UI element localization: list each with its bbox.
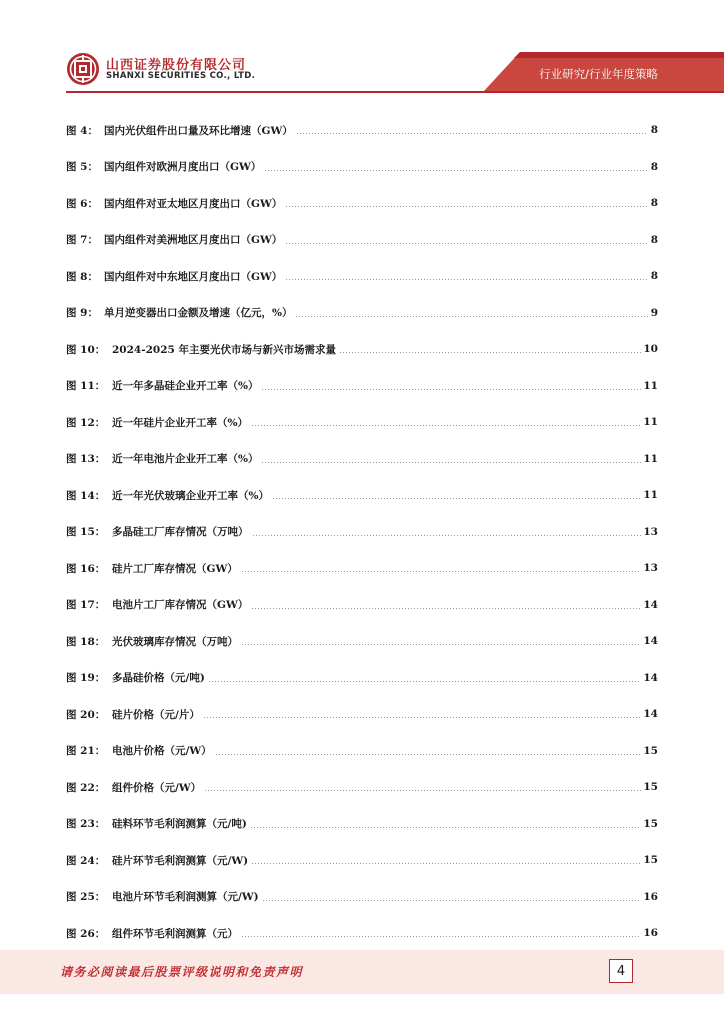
toc-page-number: 13 bbox=[643, 525, 658, 538]
toc-page-number: 16 bbox=[643, 890, 658, 903]
toc-page-number: 14 bbox=[643, 635, 658, 648]
figure-list bbox=[66, 112, 658, 952]
toc-page-number: 8 bbox=[650, 160, 658, 173]
toc-page-number: 15 bbox=[643, 817, 658, 830]
report-category: 行业研究/行业年度策略 bbox=[539, 67, 658, 81]
toc-page-number: 14 bbox=[643, 598, 658, 611]
toc-entry[interactable] bbox=[66, 915, 658, 952]
toc-entry[interactable] bbox=[66, 295, 658, 332]
toc-dot-leader bbox=[339, 352, 641, 353]
toc-figure-number: 图 18： bbox=[66, 635, 106, 648]
toc-dot-leader bbox=[264, 170, 648, 171]
toc-entry[interactable] bbox=[66, 331, 658, 368]
toc-dot-leader bbox=[296, 133, 648, 134]
toc-page-number: 14 bbox=[643, 671, 658, 684]
toc-entry[interactable] bbox=[66, 806, 658, 843]
toc-entry[interactable] bbox=[66, 660, 658, 697]
toc-dot-leader bbox=[251, 425, 641, 426]
toc-dot-leader bbox=[285, 206, 648, 207]
toc-entry[interactable] bbox=[66, 696, 658, 733]
toc-dot-leader bbox=[261, 389, 641, 390]
toc-entry[interactable] bbox=[66, 733, 658, 770]
toc-entry[interactable] bbox=[66, 149, 658, 186]
toc-figure-number: 图 26： bbox=[66, 927, 106, 940]
toc-dot-leader bbox=[295, 316, 648, 317]
toc-figure-number: 图 25： bbox=[66, 891, 106, 904]
toc-entry[interactable] bbox=[66, 587, 658, 624]
toc-figure-title: 硅料环节毛利润测算（元/吨) bbox=[112, 818, 247, 831]
toc-dot-leader bbox=[203, 717, 642, 718]
toc-dot-leader bbox=[215, 754, 642, 755]
toc-dot-leader bbox=[241, 936, 641, 937]
toc-figure-title: 近一年多晶硅企业开工率（%） bbox=[112, 380, 259, 393]
toc-figure-number: 图 20： bbox=[66, 708, 106, 721]
toc-figure-number: 图 15： bbox=[66, 526, 106, 539]
toc-figure-title: 电池片工厂库存情况（GW） bbox=[112, 599, 249, 612]
toc-figure-number: 图 8： bbox=[66, 270, 98, 283]
toc-dot-leader bbox=[262, 900, 642, 901]
toc-dot-leader bbox=[252, 535, 642, 536]
toc-figure-number: 图 14： bbox=[66, 489, 106, 502]
toc-entry[interactable] bbox=[66, 258, 658, 295]
toc-page-number: 8 bbox=[650, 124, 658, 137]
page-header bbox=[0, 0, 724, 98]
toc-entry[interactable] bbox=[66, 222, 658, 259]
toc-dot-leader bbox=[250, 827, 642, 828]
toc-figure-number: 图 16： bbox=[66, 562, 106, 575]
toc-figure-title: 组件价格（元/W） bbox=[112, 781, 202, 794]
toc-figure-title: 2024-2025 年主要光伏市场与新兴市场需求量 bbox=[112, 343, 336, 356]
toc-figure-title: 组件环节毛利润测算（元） bbox=[112, 927, 238, 940]
toc-entry[interactable] bbox=[66, 879, 658, 916]
toc-figure-title: 单月逆变器出口金额及增速（亿元，%） bbox=[104, 307, 293, 320]
toc-dot-leader bbox=[272, 498, 641, 499]
toc-figure-title: 硅片价格（元/片） bbox=[112, 708, 200, 721]
toc-dot-leader bbox=[285, 243, 648, 244]
toc-figure-title: 硅片工厂库存情况（GW） bbox=[112, 562, 238, 575]
toc-entry[interactable] bbox=[66, 842, 658, 879]
toc-figure-number: 图 9： bbox=[66, 307, 98, 320]
toc-dot-leader bbox=[204, 790, 641, 791]
toc-figure-number: 图 11： bbox=[66, 380, 106, 393]
toc-dot-leader bbox=[241, 644, 641, 645]
toc-dot-leader bbox=[285, 279, 648, 280]
toc-dot-leader bbox=[241, 571, 642, 572]
toc-entry[interactable] bbox=[66, 185, 658, 222]
toc-page-number: 8 bbox=[650, 270, 658, 283]
toc-page-number: 9 bbox=[650, 306, 658, 319]
toc-entry[interactable] bbox=[66, 477, 658, 514]
company-name-en: SHANXI SECURITIES CO., LTD. bbox=[106, 71, 256, 81]
toc-figure-number: 图 5： bbox=[66, 161, 98, 174]
toc-figure-number: 图 6： bbox=[66, 197, 98, 210]
toc-figure-title: 国内组件对中东地区月度出口（GW） bbox=[104, 270, 283, 283]
toc-page-number: 11 bbox=[643, 416, 658, 429]
toc-page-number: 8 bbox=[650, 197, 658, 210]
toc-entry[interactable] bbox=[66, 112, 658, 149]
toc-figure-title: 近一年光伏玻璃企业开工率（%） bbox=[112, 489, 269, 502]
toc-figure-title: 电池片价格（元/W） bbox=[112, 745, 212, 758]
toc-entry[interactable] bbox=[66, 623, 658, 660]
toc-page-number: 15 bbox=[643, 781, 658, 794]
toc-page-number: 10 bbox=[643, 343, 658, 356]
toc-dot-leader bbox=[261, 462, 641, 463]
toc-page-number: 15 bbox=[643, 744, 658, 757]
toc-figure-title: 国内光伏组件出口量及环比增速（GW） bbox=[104, 124, 293, 137]
toc-figure-title: 光伏玻璃库存情况（万吨） bbox=[112, 635, 238, 648]
toc-figure-title: 多晶硅价格（元/吨) bbox=[112, 672, 205, 685]
toc-dot-leader bbox=[208, 681, 642, 682]
toc-figure-title: 近一年电池片企业开工率（%） bbox=[112, 453, 259, 466]
toc-figure-number: 图 13： bbox=[66, 453, 106, 466]
toc-page-number: 16 bbox=[643, 927, 658, 940]
toc-page-number: 14 bbox=[643, 708, 658, 721]
company-name-cn: 山西证券股份有限公司 bbox=[106, 58, 247, 73]
toc-entry[interactable] bbox=[66, 441, 658, 478]
page-number: 4 bbox=[609, 959, 633, 983]
toc-page-number: 13 bbox=[643, 562, 658, 575]
toc-page-number: 11 bbox=[643, 379, 658, 392]
header-divider bbox=[66, 91, 724, 93]
toc-entry[interactable] bbox=[66, 404, 658, 441]
toc-dot-leader bbox=[251, 863, 641, 864]
toc-figure-title: 国内组件对欧洲月度出口（GW） bbox=[104, 161, 262, 174]
toc-dot-leader bbox=[251, 608, 641, 609]
toc-page-number: 11 bbox=[643, 452, 658, 465]
toc-figure-number: 图 24： bbox=[66, 854, 106, 867]
toc-entry[interactable] bbox=[66, 550, 658, 587]
toc-figure-number: 图 10： bbox=[66, 343, 106, 356]
toc-figure-number: 图 17： bbox=[66, 599, 106, 612]
toc-entry[interactable] bbox=[66, 769, 658, 806]
toc-entry[interactable] bbox=[66, 368, 658, 405]
toc-figure-number: 图 12： bbox=[66, 416, 106, 429]
toc-figure-title: 多晶硅工厂库存情况（万吨） bbox=[112, 526, 249, 539]
footer-disclaimer: 请务必阅读最后股票评级说明和免责声明 bbox=[60, 965, 304, 979]
toc-page-number: 11 bbox=[643, 489, 658, 502]
header-ribbon bbox=[0, 0, 724, 98]
toc-figure-title: 硅片环节毛利润测算（元/W) bbox=[112, 854, 249, 867]
toc-figure-title: 国内组件对亚太地区月度出口（GW） bbox=[104, 197, 283, 210]
toc-page-number: 8 bbox=[650, 233, 658, 246]
toc-figure-number: 图 4： bbox=[66, 124, 98, 137]
toc-figure-number: 图 19： bbox=[66, 672, 106, 685]
toc-figure-title: 国内组件对美洲地区月度出口（GW） bbox=[104, 234, 283, 247]
toc-figure-number: 图 22： bbox=[66, 781, 106, 794]
toc-figure-title: 电池片环节毛利润测算（元/W) bbox=[112, 891, 259, 904]
company-logo-icon bbox=[66, 52, 100, 86]
toc-page-number: 15 bbox=[643, 854, 658, 867]
toc-figure-number: 图 7： bbox=[66, 234, 98, 247]
toc-figure-number: 图 23： bbox=[66, 818, 106, 831]
toc-entry[interactable] bbox=[66, 514, 658, 551]
toc-figure-number: 图 21： bbox=[66, 745, 106, 758]
toc-figure-title: 近一年硅片企业开工率（%） bbox=[112, 416, 248, 429]
